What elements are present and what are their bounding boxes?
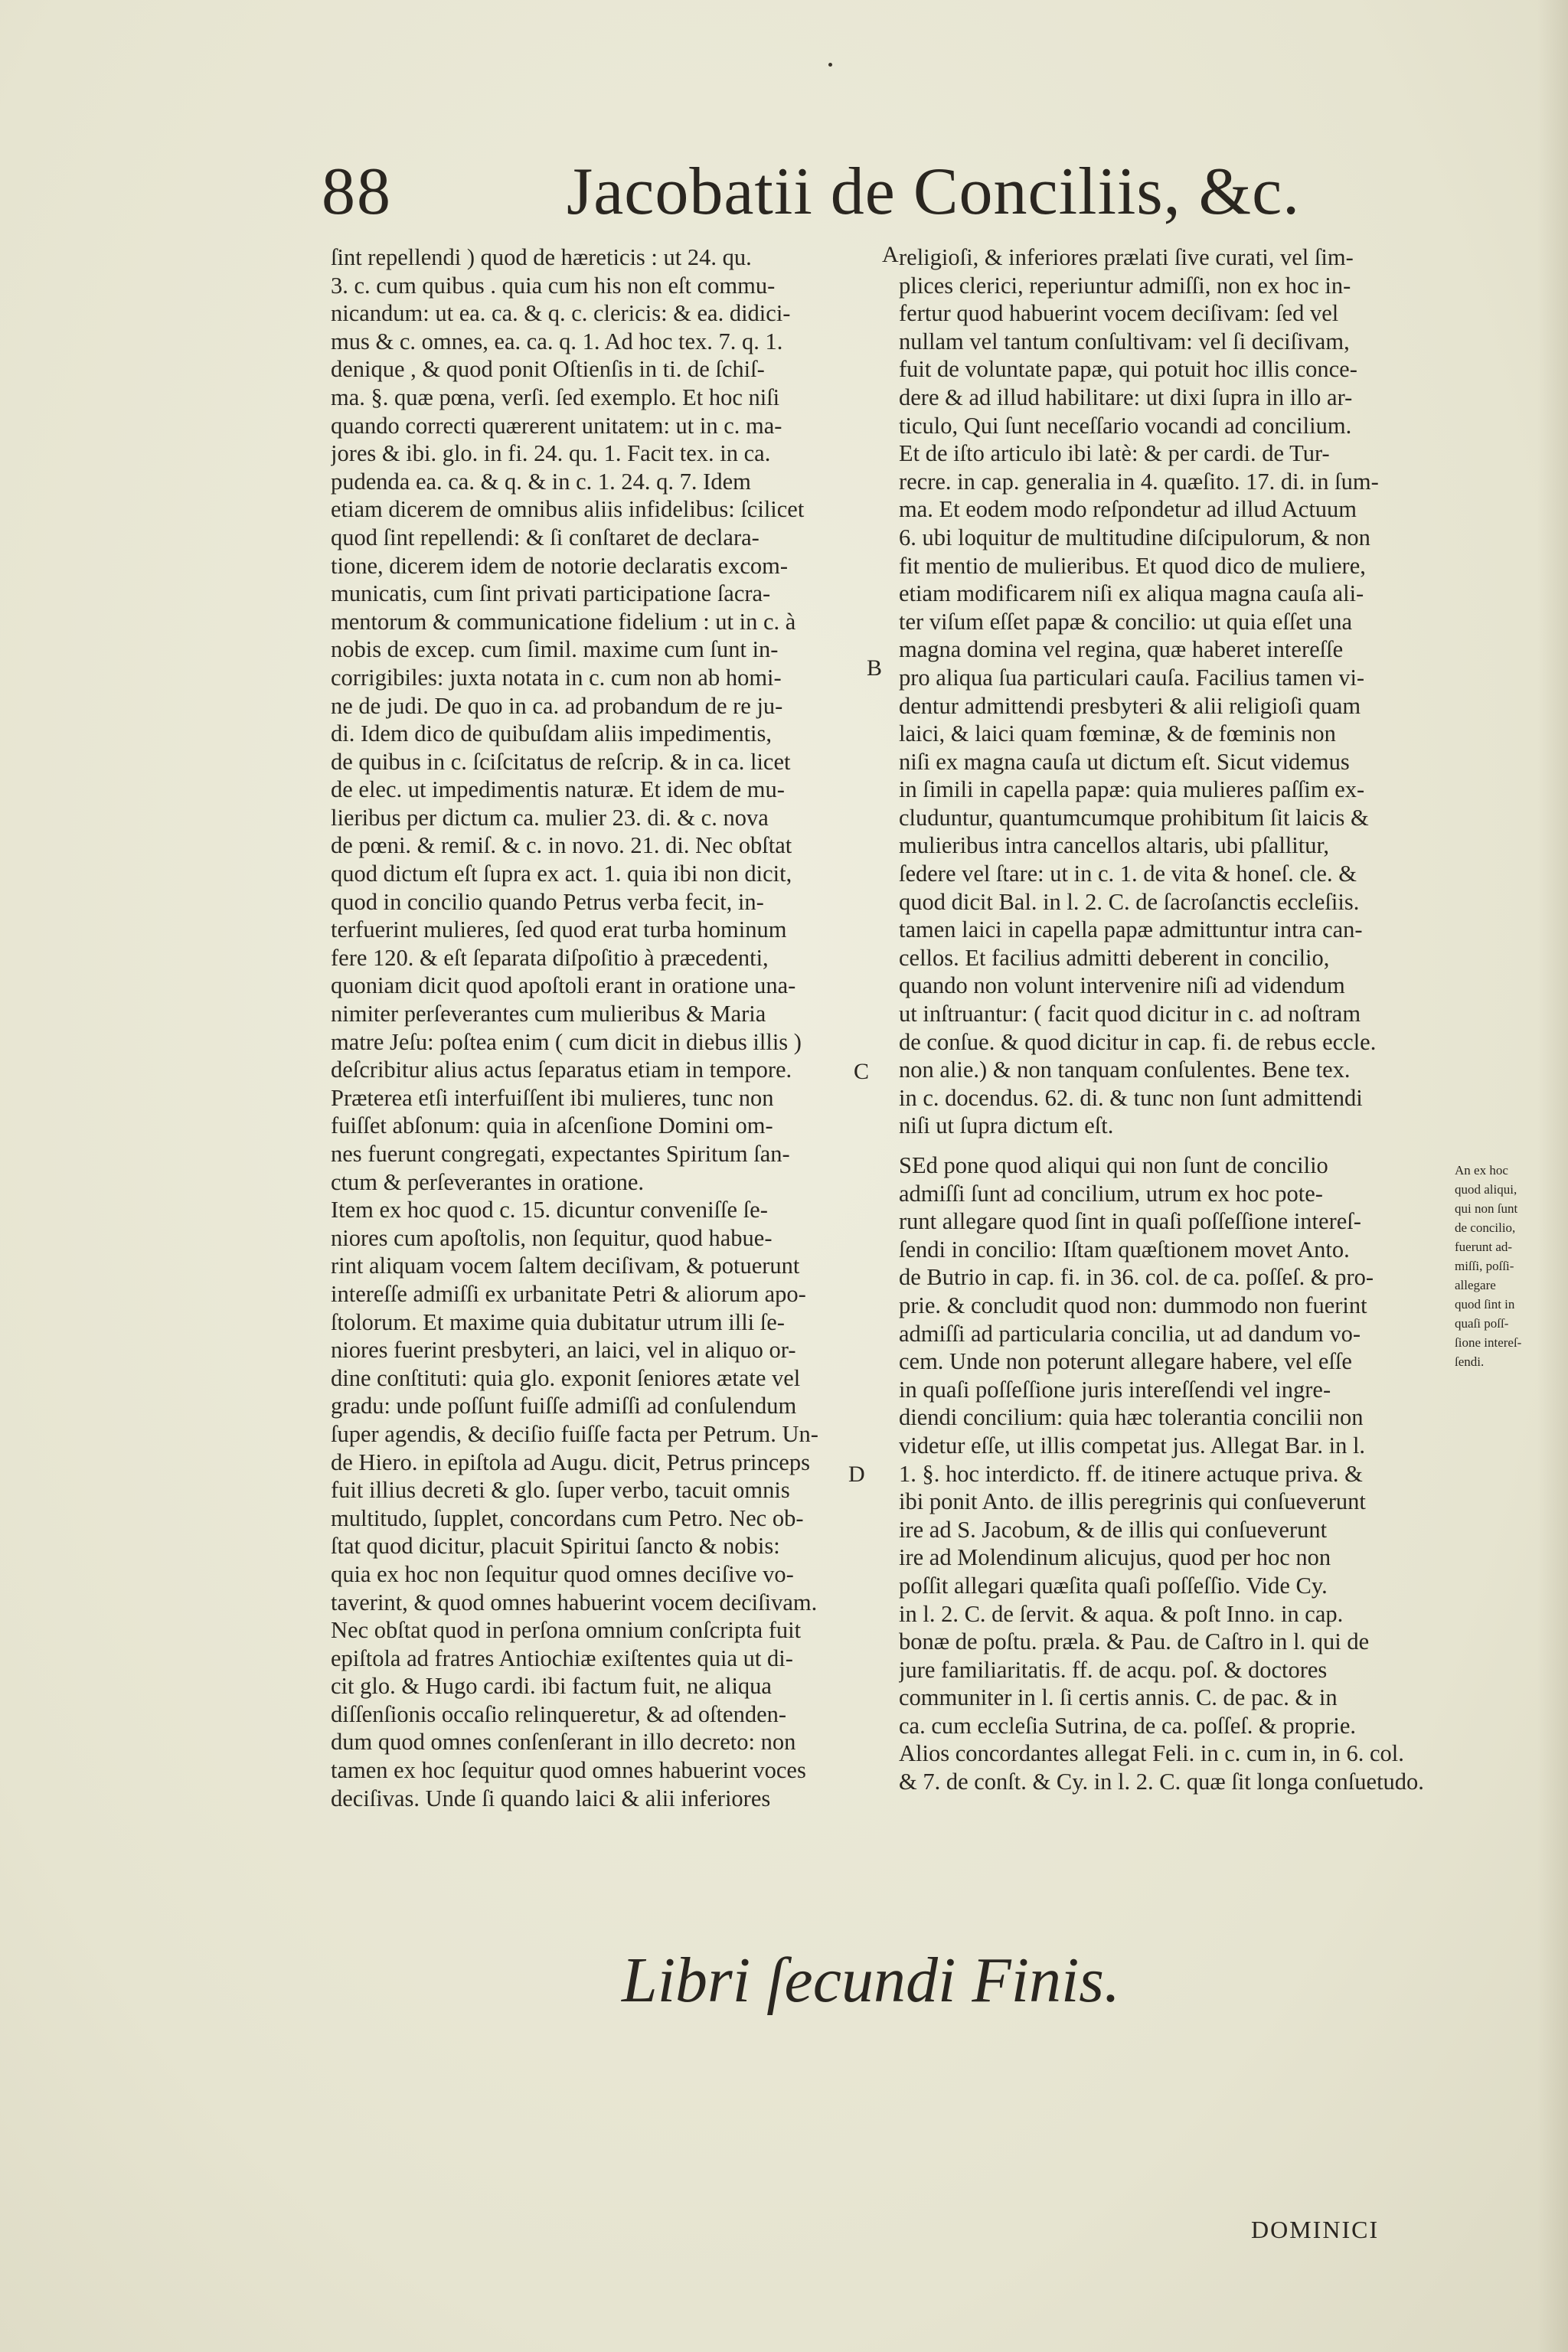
text-line: quod dictum eſt ſupra ex act. 1. quia ibi non dicit, <box>331 861 792 887</box>
text-line: taverint, & quod omnes habuerint vocem deciſivam. <box>331 1589 818 1615</box>
text-line: & 7. de conſt. & Cy. in l. 2. C. quæ ſit longa conſuetudo. <box>899 1769 1424 1795</box>
text-line: dere & ad illud habilitare: ut dixi ſupra in illo ar- <box>899 384 1353 410</box>
text-line: non alie.) & non tanquam conſulentes. Bene tex. <box>899 1057 1351 1083</box>
text-line: nobis de excep. cum ſimil. maxime cum ſunt in- <box>331 636 779 663</box>
text-line: nullam vel tantum conſultivam: vel ſi deciſivam, <box>899 328 1350 354</box>
text-line: in quaſi poſſeſſione juris intereſſendi vel ingre- <box>899 1376 1331 1403</box>
side-note-line: de concilio, <box>1455 1220 1516 1235</box>
text-line: epiſtola ad fratres Antiochiæ exiſtentes quia ut di- <box>331 1645 793 1671</box>
text-line: de pœni. & remiſ. & c. in novo. 21. di. Nec obſtat <box>331 832 792 859</box>
text-line: tione, dicerem idem de notorie declaratis excom- <box>331 552 789 579</box>
text-line: videtur eſſe, ut illis competat jus. Allegat Bar. in l. <box>899 1432 1366 1459</box>
text-line: fuiſſet abſonum: quia in aſcenſione Domini om- <box>331 1112 773 1139</box>
text-line: ſint repellendi ) quod de hæreticis : ut 24. qu. <box>331 244 752 270</box>
text-line: quoniam dicit quod apoſtoli erant in oratione una- <box>331 972 796 999</box>
text-line: fit mentio de mulieribus. Et quod dico de muliere, <box>899 552 1366 579</box>
text-line: ma. §. quæ pœna, verſi. ſed exemplo. Et hoc niſi <box>331 384 780 410</box>
text-line: intereſſe admiſſi ex urbanitate Petri & aliorum apo- <box>331 1280 806 1307</box>
text-line: ne de judi. De quo in ca. ad probandum de re ju- <box>331 692 783 719</box>
text-line: terfuerint mulieres, ſed quod erat turba hominum <box>331 916 787 943</box>
text-line: corrigibiles: juxta notata in c. cum non ab homi- <box>331 664 782 691</box>
text-line: fuit de voluntate papæ, qui potuit hoc illis conce- <box>899 356 1357 383</box>
text-line: quod dicit Bal. in l. 2. C. de ſacroſanctis eccleſiis. <box>899 888 1360 915</box>
side-note <box>1455 1161 1521 1371</box>
text-line: cit glo. & Hugo cardi. ibi factum fuit, ne aliqua <box>331 1673 772 1700</box>
page-edge-shadow <box>1537 0 1568 2352</box>
text-line: lieribus per dictum ca. mulier 23. di. & c. nova <box>331 804 769 831</box>
text-line: de elec. ut impedimentis naturæ. Et idem de mu- <box>331 776 785 803</box>
text-line: de Hiero. in epiſtola ad Augu. dicit, Petrus princeps <box>331 1449 810 1475</box>
text-line: pudenda ea. ca. & q. & in c. 1. 24. q. 7. Idem <box>331 468 751 495</box>
text-line: quia ex hoc non ſequitur quod omnes deciſive vo- <box>331 1560 794 1587</box>
text-line: ſtolorum. Et maxime quia dubitatur utrum illi ſe- <box>331 1308 785 1335</box>
text-line: cluduntur, quantumcumque prohibitum ſit laicis & <box>899 804 1369 831</box>
text-line: communiter in l. ſi certis annis. C. de pac. & in <box>899 1684 1338 1711</box>
text-line: ire ad S. Jacobum, & de illis qui conſueverunt <box>899 1516 1328 1543</box>
text-line: ſedere vel ſtare: ut in c. 1. de vita & honeſ. cle. & <box>899 861 1357 887</box>
side-note-line: qui non ſunt <box>1455 1201 1518 1216</box>
colophon: Libri ſecundi Finis. <box>622 1945 1120 2016</box>
text-line: diſſenſionis occaſio relinqueretur, & ad oſtenden- <box>331 1700 787 1727</box>
catchword: DOMINICI <box>1251 2216 1380 2243</box>
text-line: fertur quod habuerint vocem deciſivam: ſed vel <box>899 300 1339 327</box>
text-line: rint aliquam vocem ſaltem deciſivam, & potuerunt <box>331 1253 800 1279</box>
text-line: dentur admittendi presbyteri & alii religioſi quam <box>899 692 1361 719</box>
text-line: quando correcti quærerent unitatem: ut in c. ma- <box>331 412 782 439</box>
text-line: de quibus in c. ſciſcitatus de reſcrip. & in ca. licet <box>331 748 791 775</box>
side-note-line: quod ſint in <box>1455 1297 1515 1312</box>
text-line: Item ex hoc quod c. 15. dicuntur conveniſſe ſe- <box>331 1197 768 1223</box>
side-note-line: An ex hoc <box>1455 1163 1508 1178</box>
text-line: etiam dicerem de omnibus aliis infidelibus: ſcilicet <box>331 496 805 523</box>
text-line: mulieribus intra cancellos altaris, ubi pſallitur, <box>899 832 1330 859</box>
text-line: niores cum apoſtolis, non ſequitur, quod habue- <box>331 1224 773 1251</box>
text-line: quod in concilio quando Petrus verba fecit, in- <box>331 888 764 915</box>
text-line: 3. c. cum quibus . quia cum his non eſt commu- <box>331 272 776 299</box>
text-line: laici, & laici quam fœminæ, & de fœminis non <box>899 720 1336 747</box>
side-note-line: quod aliqui, <box>1455 1182 1517 1197</box>
text-line: ſuper agendis, & deciſio fuiſſe facta per Petrum. Un- <box>331 1420 818 1447</box>
side-note-line: ſione intereſ- <box>1455 1335 1522 1350</box>
margin-marker-d: D <box>848 1462 865 1487</box>
page-number: 88 <box>322 155 392 229</box>
text-line: municatis, cum ſint privati participatione ſacra- <box>331 580 771 607</box>
text-line: jure familiaritatis. ff. de acqu. poſ. & doctores <box>899 1656 1328 1683</box>
running-title: Jacobatii de Conciliis, &c. <box>567 155 1301 229</box>
text-line: Præterea etſi interfuiſſent ibi mulieres, tunc non <box>331 1084 774 1111</box>
text-line: tamen ex hoc ſequitur quod omnes habuerint voces <box>331 1757 806 1784</box>
margin-marker-a: A <box>882 242 899 267</box>
side-note-line: ſendi. <box>1455 1354 1485 1369</box>
text-line: ſtat quod dicitur, placuit Spiritui ſancto & nobis: <box>331 1533 780 1560</box>
text-line: denique , & quod ponit Oſtienſis in ti. de ſchiſ- <box>331 356 765 383</box>
text-line: ter viſum eſſet papæ & concilio: ut quia eſſet una <box>899 608 1353 635</box>
text-line: Nec obſtat quod in perſona omnium conſcripta fuit <box>331 1617 802 1644</box>
text-line: quando non volunt intervenire niſi ad videndum <box>899 972 1345 999</box>
text-line: matre Jeſu: poſtea enim ( cum dicit in diebus illis ) <box>331 1028 802 1055</box>
right-section-two <box>899 1152 1444 1796</box>
text-line: diendi concilium: quia hæc tolerantia concilii non <box>899 1404 1364 1431</box>
text-line: ca. cum eccleſia Sutrina, de ca. poſſeſ. & proprie. <box>899 1712 1357 1739</box>
text-line: mus & c. omnes, ea. ca. q. 1. Ad hoc tex. 7. q. 1. <box>331 328 783 354</box>
text-line: ma. Et eodem modo reſpondetur ad illud Actuum <box>899 496 1357 523</box>
text-line: fuit illius decreti & glo. ſuper verbo, tacuit omnis <box>331 1477 790 1504</box>
text-line: 1. §. hoc interdicto. ff. de itinere actuque priva. & <box>899 1460 1363 1487</box>
text-line: pro aliqua ſua particulari cauſa. Facilius tamen vi- <box>899 664 1365 691</box>
side-note-line: fuerunt ad- <box>1455 1240 1513 1254</box>
side-note-line: miſſi, poſſi- <box>1455 1259 1514 1273</box>
text-line: de Butrio in cap. fi. in 36. col. de ca. poſſeſ. & pro- <box>899 1264 1374 1291</box>
text-line: nes fuerunt congregati, expectantes Spiritum ſan- <box>331 1141 790 1167</box>
text-line: Alios concordantes allegat Feli. in c. cum in, in 6. col. <box>899 1740 1404 1767</box>
text-line: niſi ut ſupra dictum eſt. <box>899 1112 1114 1139</box>
text-line: religioſi, & inferiores prælati ſive curati, vel ſim- <box>899 244 1354 270</box>
text-line: dum quod omnes conſenſerant in illo decreto: non <box>331 1729 796 1756</box>
ink-dot <box>828 63 832 67</box>
text-line: bonæ de poſtu. præla. & Pau. de Caſtro in l. qui de <box>899 1628 1370 1655</box>
text-line: jores & ibi. glo. in fi. 24. qu. 1. Facit tex. in ca. <box>331 440 771 467</box>
text-line: magna domina vel regina, quæ haberet intereſſe <box>899 636 1344 663</box>
text-line: Et de iſto articulo ibi latè: & per cardi. de Tur- <box>899 440 1330 467</box>
text-line: ticulo, Qui ſunt neceſſario vocandi ad concilium. <box>899 412 1352 439</box>
text-line: recre. in cap. generalia in 4. quæſito. 17. di. in ſum- <box>899 468 1379 495</box>
text-line: gradu: unde poſſunt fuiſſe admiſſi ad conſulendum <box>331 1393 797 1419</box>
text-line: niſi ex magna cauſa ut dictum eſt. Sicut videmus <box>899 748 1350 775</box>
text-line: deſcribitur alius actus ſeparatus etiam in tempore. <box>331 1057 792 1083</box>
text-line: multitudo, ſupplet, concordans cum Petro. Nec ob- <box>331 1504 804 1531</box>
text-line: admiſſi ad particularia concilia, ut ad dandum vo- <box>899 1320 1361 1347</box>
text-line: nicandum: ut ea. ca. & q. c. clericis: & ea. didici- <box>331 300 791 327</box>
text-line: plices clerici, reperiuntur admiſſi, non ex hoc in- <box>899 272 1351 299</box>
text-line: de conſue. & quod dicitur in cap. fi. de rebus eccle. <box>899 1028 1377 1055</box>
text-line: etiam modificarem niſi ex aliqua magna cauſa ali- <box>899 580 1364 607</box>
text-line: SEd pone quod aliqui qui non ſunt de concilio <box>899 1152 1328 1178</box>
text-line: cellos. Et facilius admitti deberent in concilio, <box>899 944 1330 971</box>
left-column <box>331 243 874 1812</box>
text-line: cem. Unde non poterunt allegare habere, vel eſſe <box>899 1348 1352 1375</box>
text-line: niores fuerint presbyteri, an laici, vel in aliquo or- <box>331 1337 796 1364</box>
text-line: di. Idem dico de quibuſdam aliis impedimentis, <box>331 720 773 747</box>
side-note-line: quaſi poſſ- <box>1455 1316 1509 1331</box>
text-line: dine conſtituti: quia glo. exponit ſeniores ætate vel <box>331 1364 801 1391</box>
text-line: ire ad Molendinum alicujus, quod per hoc non <box>899 1544 1331 1571</box>
text-line: deciſivas. Unde ſi quando laici & alii inferiores <box>331 1785 771 1811</box>
text-line: ſendi in concilio: Iſtam quæſtionem movet Anto. <box>899 1236 1350 1263</box>
text-line: tamen laici in capella papæ admittuntur intra can- <box>899 916 1363 943</box>
margin-marker-b: B <box>867 655 883 681</box>
text-line: ctum & perſeverantes in oratione. <box>331 1168 645 1195</box>
text-line: ut inſtruantur: ( facit quod dicitur in c. ad noſtram <box>899 1001 1361 1027</box>
text-line: nimiter perſeverantes cum mulieribus & Maria <box>331 1001 766 1027</box>
right-column <box>899 243 1444 1140</box>
text-line: admiſſi ſunt ad concilium, utrum ex hoc pote- <box>899 1180 1323 1207</box>
text-line: fere 120. & eſt ſeparata diſpoſitio à præcedenti, <box>331 944 769 971</box>
text-line: prie. & concludit quod non: dummodo non fuerint <box>899 1292 1367 1318</box>
text-line: in c. docendus. 62. di. & tunc non ſunt admittendi <box>899 1084 1363 1111</box>
margin-marker-c: C <box>854 1059 870 1084</box>
text-line: quod ſint repellendi: & ſi conſtaret de declara- <box>331 524 760 550</box>
text-line: mentorum & communicatione fidelium : ut in c. à <box>331 608 796 635</box>
text-line: ibi ponit Anto. de illis peregrinis qui conſueverunt <box>899 1488 1366 1515</box>
side-note-line: allegare <box>1455 1278 1496 1292</box>
text-line: runt allegare quod ſint in quaſi poſſeſſione intereſ- <box>899 1208 1361 1235</box>
text-line: in ſimili in capella papæ: quia mulieres paſſim ex- <box>899 776 1365 803</box>
text-line: poſſit allegari quæſita quaſi poſſeſſio. Vide Cy. <box>899 1572 1328 1599</box>
text-line: 6. ubi loquitur de multitudine diſcipulorum, & non <box>899 524 1370 550</box>
text-line: in l. 2. C. de ſervit. & aqua. & poſt Inno. in cap. <box>899 1600 1344 1627</box>
